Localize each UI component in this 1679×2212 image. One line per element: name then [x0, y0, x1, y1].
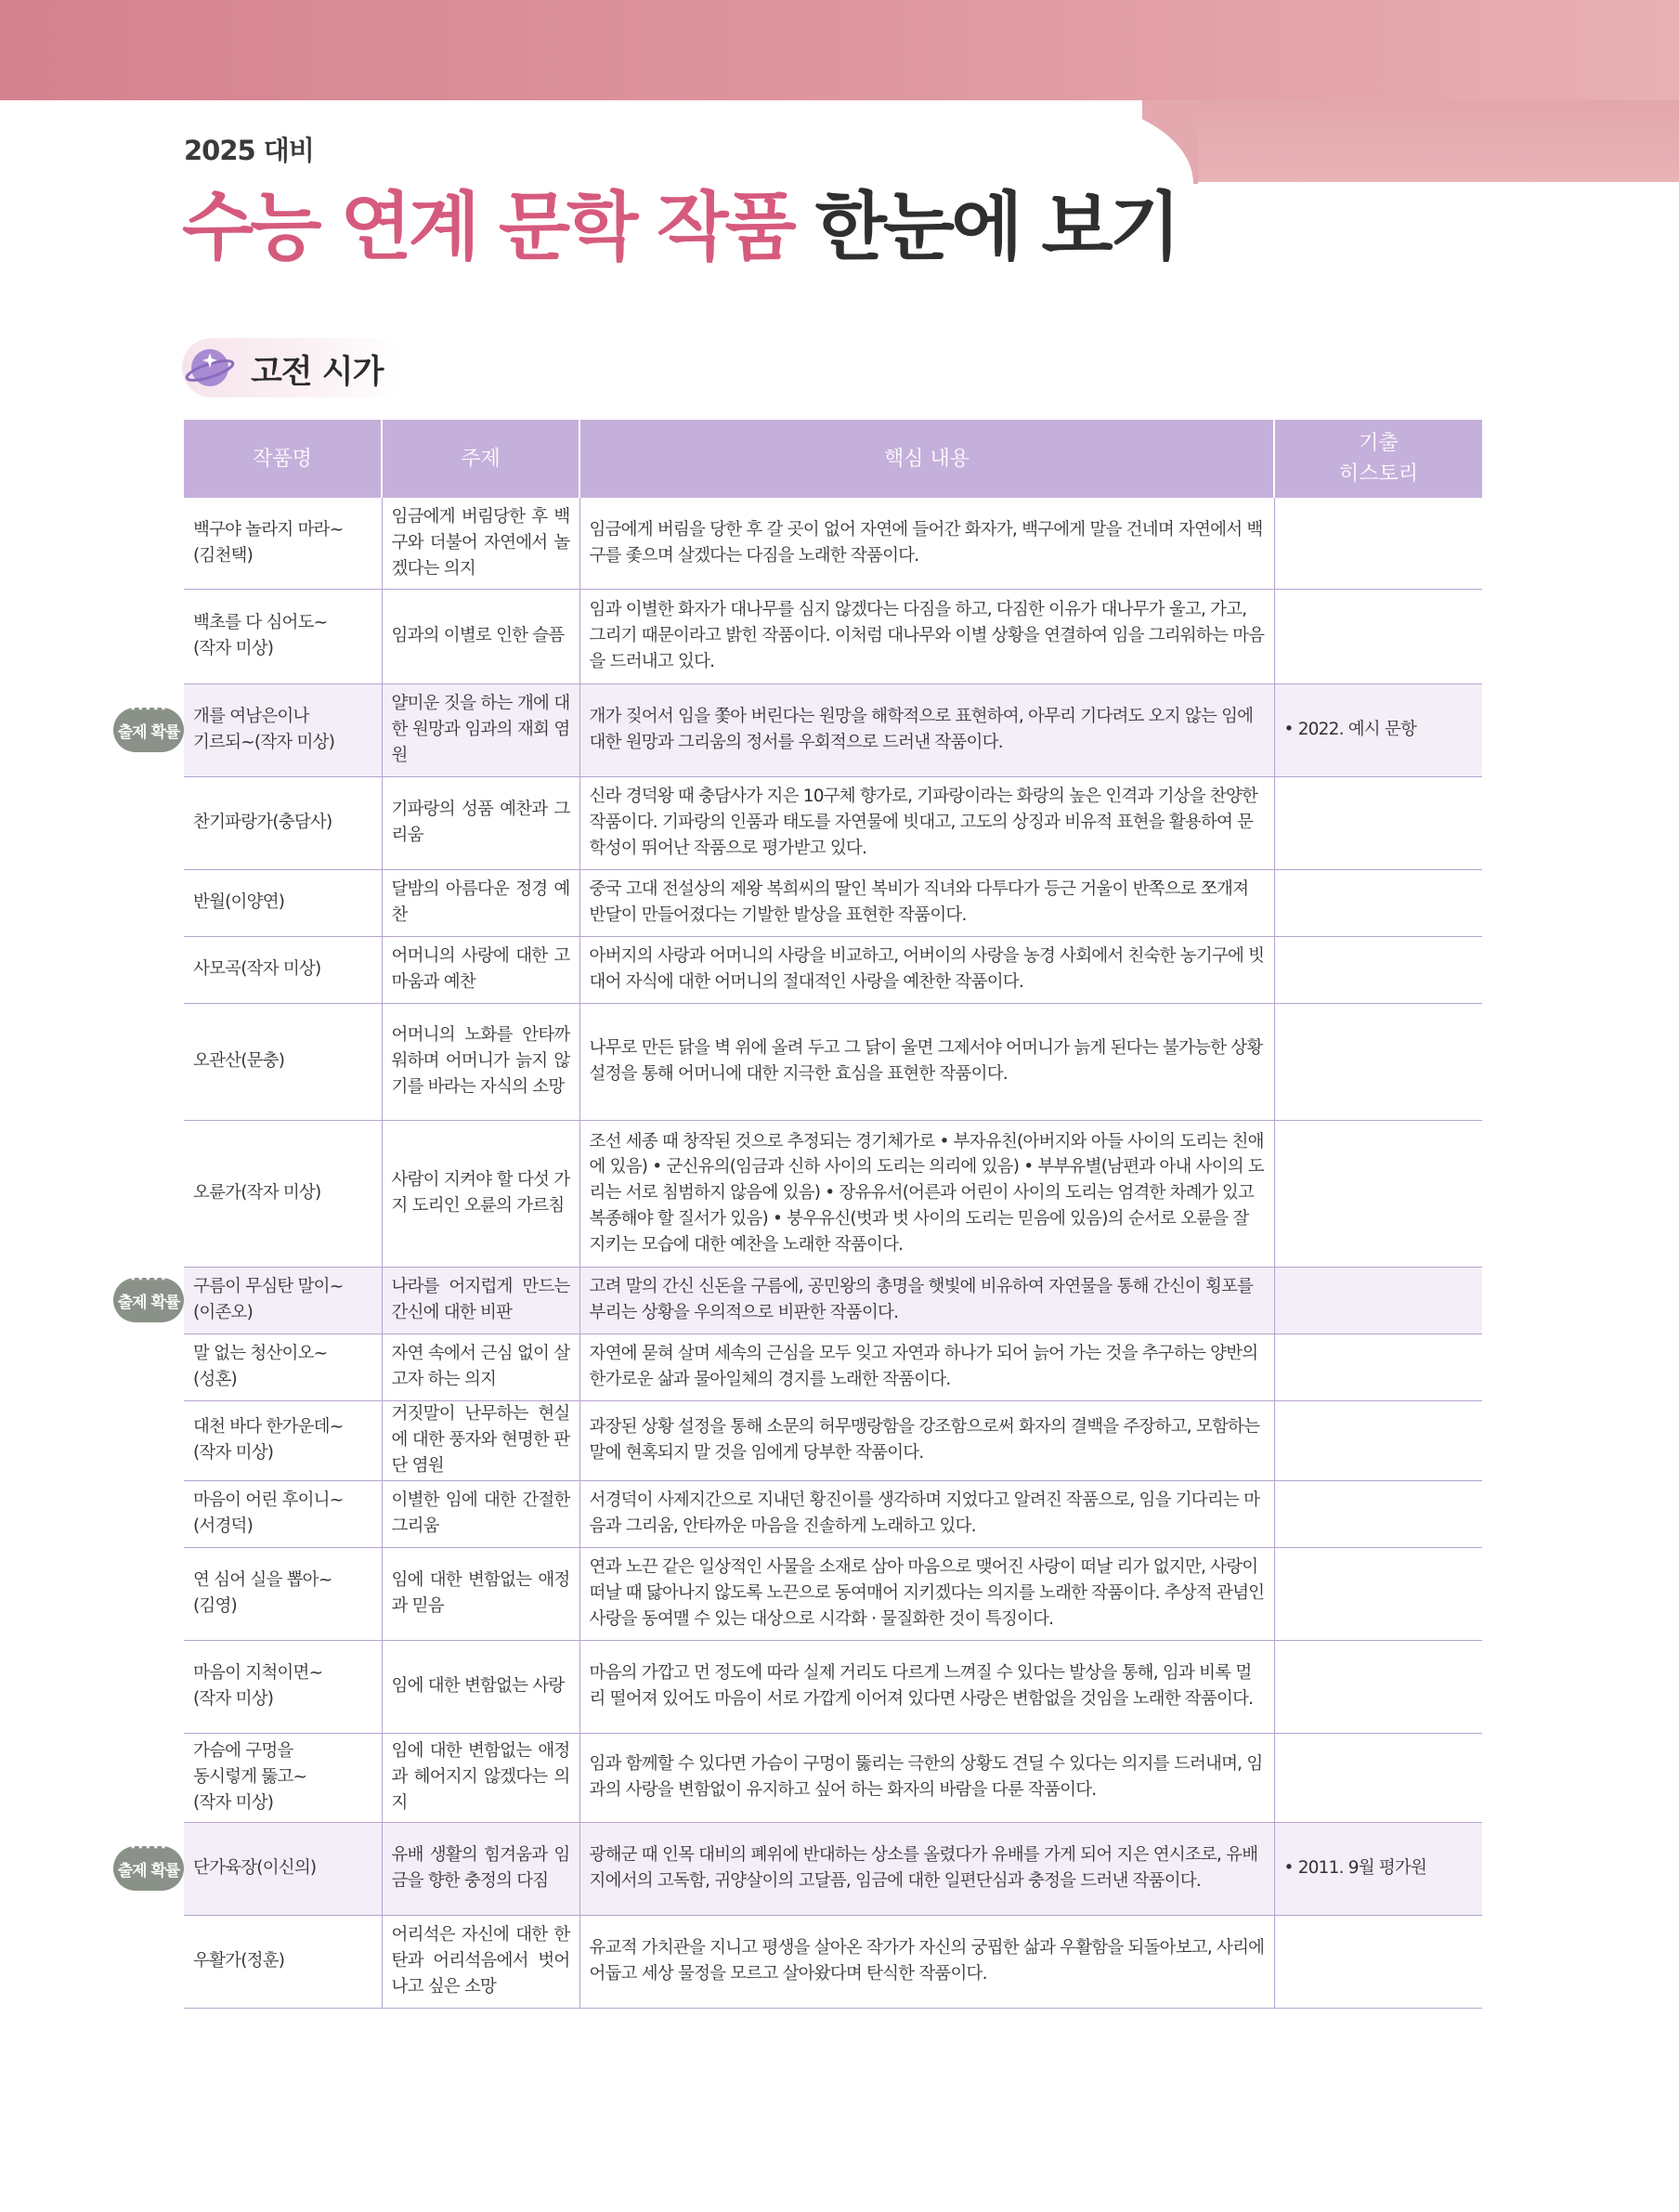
work-theme: 어머니의 노화를 안타까워하며 어머니가 늙지 않기를 바라는 자식의 소망: [382, 1003, 579, 1120]
work-theme: 얄미운 짓을 하는 개에 대한 원망과 임과의 재회 염원: [382, 683, 579, 776]
page-title-highlight: 수능 연계 문학 작품: [182, 184, 793, 270]
work-content: 자연에 묻혀 살며 세속의 근심을 모두 잊고 자연과 하나가 되어 늙어 가는 것을 추구하는 양반의 한가로운 삶과 물아일체의 경지를 노래한 작품이다.: [579, 1334, 1274, 1400]
work-theme: 임에 대한 변함없는 애정과 헤어지지 않겠다는 의지: [382, 1733, 579, 1822]
planet-icon: [184, 342, 236, 394]
header-band: [0, 0, 1679, 100]
column-header-content: 핵심 내용: [579, 420, 1274, 498]
work-title: 대천 바다 한가운데~ (작자 미상): [184, 1400, 382, 1480]
work-content: 임과 함께할 수 있다면 가슴이 구멍이 뚫리는 극한의 상황도 견딜 수 있다는 의지를 드러내며, 임과의 사랑을 변함없이 유지하고 싶어 하는 화자의 바람을 다룬 작품이다.: [579, 1733, 1274, 1822]
table-row: [184, 1400, 1482, 1480]
work-content: 임과 이별한 화자가 대나무를 심지 않겠다는 다짐을 하고, 다짐한 이유가 대나무가 울고, 가고, 그리기 때문이라고 밝힌 작품이다. 이처럼 대나무와 이별 상황을 연결하여 임을 그리워하는 마음을 드러내고 있다.: [579, 589, 1274, 683]
probability-badge: [113, 700, 184, 756]
work-history: [1274, 1334, 1482, 1400]
header-decoration: [1189, 100, 1679, 182]
section-title: 고전 시가: [251, 354, 384, 391]
work-content: 중국 고대 전설상의 제왕 복희씨의 딸인 복비가 직녀와 다투다가 등근 거울이 반쪽으로 쪼개져 반달이 만들어졌다는 기발한 발상을 표현한 작품이다.: [579, 869, 1274, 936]
work-theme: 거짓말이 난무하는 현실에 대한 풍자와 현명한 판단 염원: [382, 1400, 579, 1480]
work-theme: 유배 생활의 힘겨움과 임금을 향한 충정의 다짐: [382, 1822, 579, 1915]
badge-label: 출제 확률: [117, 723, 180, 742]
table-row: [184, 1733, 1482, 1822]
table-row: [184, 1640, 1482, 1733]
work-title: 사모곡(작자 미상): [184, 936, 382, 1003]
work-content: 고려 말의 간신 신돈을 구름에, 공민왕의 총명을 햇빛에 비유하여 자연물을 통해 간신이 횡포를 부리는 상황을 우의적으로 비판한 작품이다.: [579, 1267, 1274, 1334]
table-row: [184, 1480, 1482, 1547]
work-title: 마음이 어린 후이니~ (서경덕): [184, 1480, 382, 1547]
work-title: 오관산(문충): [184, 1003, 382, 1120]
work-theme: 어리석은 자신에 대한 한탄과 어리석음에서 벗어나고 싶은 소망: [382, 1915, 579, 2008]
work-content: 서경덕이 사제지간으로 지내던 황진이를 생각하며 지었다고 알려진 작품으로, 임을 기다리는 마음과 그리움, 안타까운 마음을 진솔하게 노래하고 있다.: [579, 1480, 1274, 1547]
work-history: [1274, 1400, 1482, 1480]
table-row: [184, 1334, 1482, 1400]
table-row: [184, 683, 1482, 776]
work-title: 가슴에 구멍을 동시렇게 뚫고~ (작자 미상): [184, 1733, 382, 1822]
badge-label: 출제 확률: [117, 1862, 180, 1880]
work-theme: 기파랑의 성품 예찬과 그리움: [382, 776, 579, 869]
work-content: 임금에게 버림을 당한 후 갈 곳이 없어 자연에 들어간 화자가, 백구에게 말을 건네며 자연에서 백구를 좇으며 살겠다는 다짐을 노래한 작품이다.: [579, 498, 1274, 589]
work-content: 나무로 만든 닭을 벽 위에 올려 두고 그 닭이 울면 그제서야 어머니가 늙게 된다는 불가능한 상황 설정을 통해 어머니에 대한 지극한 효심을 표현한 작품이다.: [579, 1003, 1274, 1120]
works-table: [184, 420, 1482, 2009]
work-content: 과장된 상황 설정을 통해 소문의 허무맹랑함을 강조함으로써 화자의 결백을 주장하고, 모함하는 말에 현혹되지 말 것을 임에게 당부한 작품이다.: [579, 1400, 1274, 1480]
work-history: [1274, 1733, 1482, 1822]
work-content: 유교적 가치관을 지니고 평생을 살아온 작가가 자신의 궁핍한 삶과 우활함을 되돌아보고, 사리에 어둡고 세상 물정을 모르고 살아왔다며 탄식한 작품이다.: [579, 1915, 1274, 2008]
table-row: [184, 498, 1482, 589]
work-theme: 이별한 임에 대한 간절한 그리움: [382, 1480, 579, 1547]
work-history: • 2022. 예시 문항: [1274, 683, 1482, 776]
work-theme: 달밤의 아름다운 정경 예찬: [382, 869, 579, 936]
work-title: 찬기파랑가(충담사): [184, 776, 382, 869]
star-icon: ★★★★★: [129, 1842, 168, 1851]
table-row: [184, 936, 1482, 1003]
work-history: [1274, 1547, 1482, 1640]
work-history: [1274, 1267, 1482, 1334]
work-title: 백초를 다 심어도~ (작자 미상): [184, 589, 382, 683]
column-header-title: 작품명: [184, 420, 382, 498]
work-title: 구름이 무심탄 말이~ (이존오): [184, 1267, 382, 1334]
probability-badge: [113, 1270, 184, 1326]
page-title: [182, 167, 1178, 274]
work-history: [1274, 869, 1482, 936]
page-title-rest: 한눈에 보기: [814, 184, 1178, 270]
work-title: 우활가(정훈): [184, 1915, 382, 2008]
work-theme: 어머니의 사랑에 대한 고마움과 예찬: [382, 936, 579, 1003]
page-subtitle: 2025 대비: [184, 135, 314, 166]
work-title: 단가육장(이신의): [184, 1822, 382, 1915]
work-history: [1274, 1120, 1482, 1267]
work-history: [1274, 776, 1482, 869]
work-content: 연과 노끈 같은 일상적인 사물을 소재로 삼아 마음으로 맺어진 사랑이 떠날 리가 없지만, 사랑이 떠날 때 닳아나지 않도록 노끈으로 동여매어 지키겠다는 의지를 노래한 작품이다. 추상적 관념인 사랑을 동여맬 수 있는 대상으로 시각화 · 물질화한 것이 특징이다.: [579, 1547, 1274, 1640]
work-theme: 자연 속에서 근심 없이 살고자 하는 의지: [382, 1334, 579, 1400]
work-theme: 나라를 어지럽게 만드는 간신에 대한 비판: [382, 1267, 579, 1334]
table-row: [184, 1547, 1482, 1640]
column-header-theme: 주제: [382, 420, 579, 498]
table-row: [184, 589, 1482, 683]
work-title: 개를 여남은이나 기르되~(작자 미상): [184, 683, 382, 776]
work-theme: 임에 대한 변함없는 애정과 믿음: [382, 1547, 579, 1640]
table-header-row: [184, 420, 1482, 498]
probability-badge: [113, 1839, 184, 1894]
column-header-history: 기출 히스토리: [1274, 420, 1482, 498]
work-title: 연 심어 실을 뽑아~ (김영): [184, 1547, 382, 1640]
work-content: 아버지의 사랑과 어머니의 사랑을 비교하고, 어버이의 사랑을 농경 사회에서 친숙한 농기구에 빗대어 자식에 대한 어머니의 절대적인 사랑을 예찬한 작품이다.: [579, 936, 1274, 1003]
table-row: [184, 1267, 1482, 1334]
work-title: 오륜가(작자 미상): [184, 1120, 382, 1267]
work-theme: 임에 대한 변함없는 사랑: [382, 1640, 579, 1733]
star-icon: ★★★★★: [129, 1274, 168, 1282]
work-title: 반월(이양연): [184, 869, 382, 936]
work-theme: 임금에게 버림당한 후 백구와 더불어 자연에서 놀겠다는 의지: [382, 498, 579, 589]
table-row: [184, 869, 1482, 936]
work-history: [1274, 936, 1482, 1003]
work-title: 백구야 놀라지 마라~ (김천택): [184, 498, 382, 589]
work-content: 마음의 가깝고 먼 정도에 따라 실제 거리도 다르게 느껴질 수 있다는 발상을 통해, 임과 비록 멀리 떨어져 있어도 마음이 서로 가깝게 이어져 있다면 사랑은 변함없을 것임을 노래한 작품이다.: [579, 1640, 1274, 1733]
work-history: [1274, 1640, 1482, 1733]
star-icon: ★★★★★: [129, 704, 168, 712]
work-content: 조선 세종 때 창작된 것으로 추정되는 경기체가로 • 부자유친(아버지와 아들 사이의 도리는 친애에 있음) • 군신유의(임금과 신하 사이의 도리는 의리에 있음) • 부부유별(남편과 아내 사이의 도리는 서로 침범하지 않음에 있음) • 장유유서(어른과 어린이 사이의 도리는 엄격한 차례가 있고 복종해야 할 질서가 있음) • 붕우유신(벗과 벗 사이의 도리는 믿음에 있음)의 순서로 오륜을 잘 지키는 모습에 대한 예찬을 노래한 작품이다.: [579, 1120, 1274, 1267]
work-history: [1274, 1480, 1482, 1547]
work-history: • 2011. 9월 평가원: [1274, 1822, 1482, 1915]
work-title: 말 없는 청산이오~ (성혼): [184, 1334, 382, 1400]
table-row: [184, 1003, 1482, 1120]
badge-label: 출제 확률: [117, 1294, 180, 1312]
table-row: [184, 776, 1482, 869]
work-content: 광해군 때 인목 대비의 폐위에 반대하는 상소를 올렸다가 유배를 가게 되어 지은 연시조로, 유배지에서의 고독함, 귀양살이의 고달픔, 임금에 대한 일편단심과 충정을 드러낸 작품이다.: [579, 1822, 1274, 1915]
work-theme: 임과의 이별로 인한 슬픔: [382, 589, 579, 683]
table-row: [184, 1915, 1482, 2008]
work-history: [1274, 498, 1482, 589]
work-history: [1274, 589, 1482, 683]
work-history: [1274, 1003, 1482, 1120]
work-history: [1274, 1915, 1482, 2008]
work-content: 신라 경덕왕 때 충담사가 지은 10구체 향가로, 기파랑이라는 화랑의 높은 인격과 기상을 찬양한 작품이다. 기파랑의 인품과 태도를 자연물에 빗대고, 고도의 상징과 비유적 표현을 활용하여 문학성이 뛰어난 작품으로 평가받고 있다.: [579, 776, 1274, 869]
work-theme: 사람이 지켜야 할 다섯 가지 도리인 오륜의 가르침: [382, 1120, 579, 1267]
work-content: 개가 짖어서 임을 쫓아 버린다는 원망을 해학적으로 표현하여, 아무리 기다려도 오지 않는 임에 대한 원망과 그리움의 정서를 우회적으로 드러낸 작품이다.: [579, 683, 1274, 776]
table-row: [184, 1120, 1482, 1267]
table-row: [184, 1822, 1482, 1915]
work-title: 마음이 지척이면~ (작자 미상): [184, 1640, 382, 1733]
